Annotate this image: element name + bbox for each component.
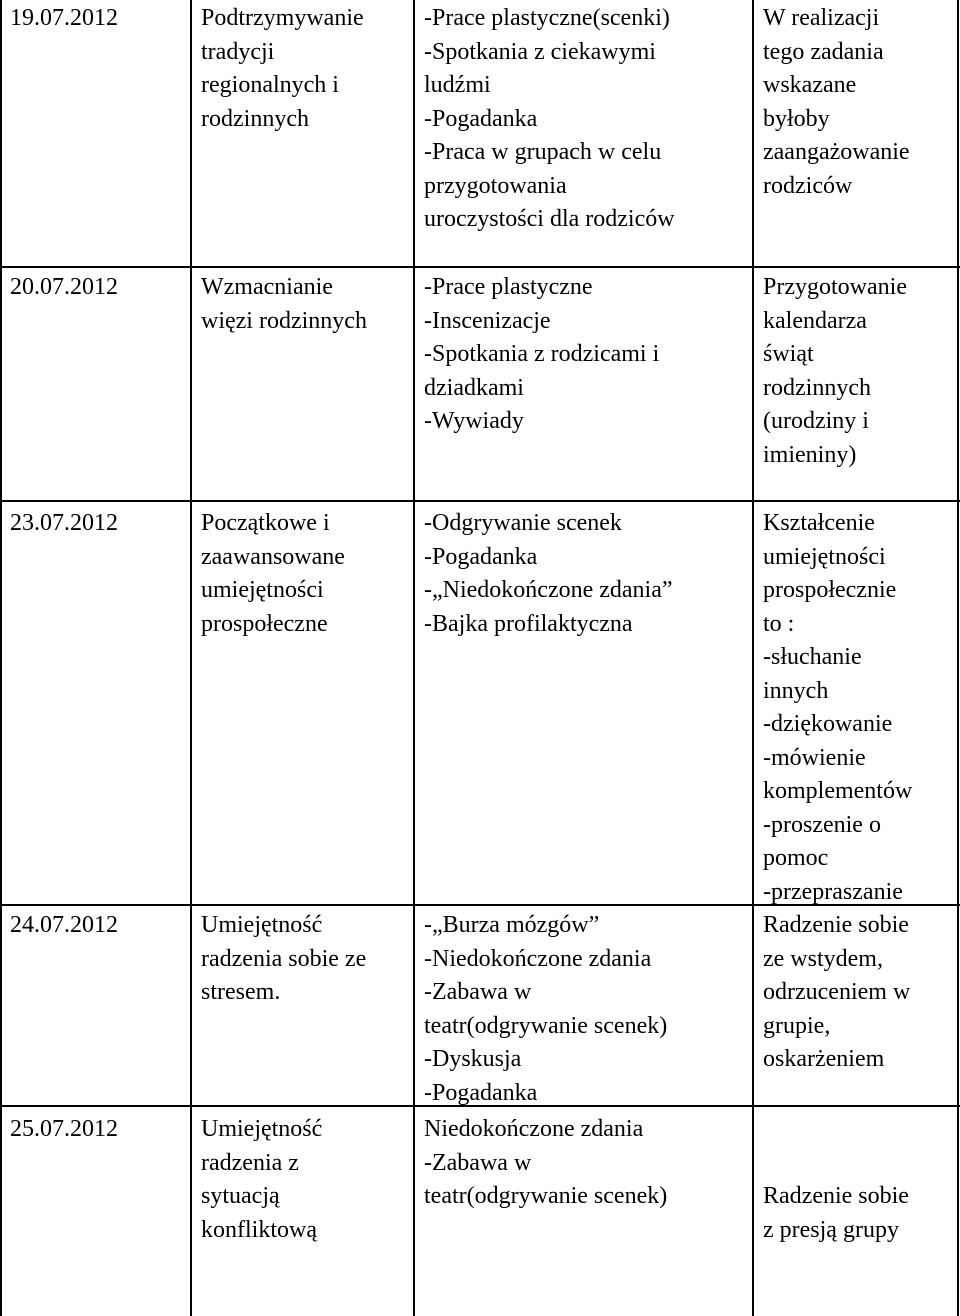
topic-cell — [201, 271, 367, 338]
method-line: -Dyskusja — [424, 1046, 522, 1072]
note-line: kalendarza — [763, 307, 867, 334]
topic-cell — [201, 909, 366, 1010]
topic-cell — [201, 1113, 322, 1247]
note-line: świąt — [763, 341, 814, 367]
topic-line: Podtrzymywanie — [201, 5, 364, 31]
table-row — [0, 268, 960, 500]
method-line: -„Burza mózgów” — [424, 912, 600, 938]
method-line: -Spotkania z ciekawymi — [424, 38, 656, 65]
notes-cell — [763, 909, 910, 1077]
method-line: dziadkami — [424, 374, 524, 401]
note-line: Przygotowanie — [763, 274, 907, 300]
date-cell — [10, 507, 118, 541]
method-line: teatr(odgrywanie scenek) — [424, 1183, 668, 1209]
method-line: -Praca w grupach w celu — [424, 139, 662, 165]
topic-line: Umiejętność — [201, 912, 323, 938]
method-line: przygotowania — [424, 172, 567, 199]
note-line: (urodziny i — [763, 408, 869, 434]
note-line: komplementów — [763, 778, 913, 804]
date-cell — [10, 1113, 118, 1147]
topic-cell — [201, 2, 364, 136]
topic-line: umiejętności — [201, 577, 324, 603]
note-line: Radzenie sobie — [763, 1183, 909, 1209]
topic-cell — [201, 507, 345, 641]
table-row — [0, 1107, 960, 1316]
topic-line: sytuacją — [201, 1183, 280, 1209]
method-line: -Odgrywanie scenek — [424, 510, 622, 536]
methods-cell — [424, 2, 675, 237]
note-line: innych — [763, 677, 829, 704]
note-line: odrzuceniem w — [763, 979, 911, 1005]
methods-cell — [424, 1113, 667, 1214]
method-line: -Spotkania z rodzicami i — [424, 341, 660, 367]
topic-line: więzi rodzinnych — [201, 307, 367, 334]
note-line: -proszenie o — [763, 811, 881, 838]
note-line: byłoby — [763, 105, 830, 132]
date-text: 23.07.2012 — [10, 510, 118, 536]
date-text: 25.07.2012 — [10, 1116, 118, 1142]
note-line: oskarżeniem — [763, 1046, 885, 1072]
table-row — [0, 906, 960, 1105]
note-line: -dziękowanie — [763, 711, 893, 737]
note-line: rodzinnych — [763, 374, 871, 401]
note-line: grupie, — [763, 1012, 831, 1039]
note-line: imieniny) — [763, 441, 857, 468]
date-text: 20.07.2012 — [10, 274, 118, 300]
note-line: wskazane — [763, 72, 857, 98]
note-line: zaangażowanie — [763, 139, 910, 165]
topic-line: radzenia sobie ze — [201, 945, 367, 972]
notes-cell — [763, 2, 910, 203]
method-line: -Wywiady — [424, 408, 524, 434]
table-row — [0, 0, 960, 266]
date-cell — [10, 271, 118, 305]
method-line: -Zabawa w — [424, 1149, 532, 1176]
topic-line: stresem. — [201, 979, 281, 1005]
method-line: uroczystości dla rodziców — [424, 206, 675, 232]
methods-cell — [424, 507, 673, 641]
topic-line: rodzinnych — [201, 105, 309, 132]
table-row — [0, 502, 960, 904]
note-line: -mówienie — [763, 744, 866, 771]
method-line: -Niedokończone zdania — [424, 945, 652, 972]
notes-cell — [763, 1180, 909, 1247]
method-line: Niedokończone zdania — [424, 1116, 644, 1142]
note-line: -słuchanie — [763, 644, 862, 670]
topic-line: Wzmacnianie — [201, 274, 333, 300]
methods-cell — [424, 271, 659, 439]
topic-line: zaawansowane — [201, 543, 345, 570]
note-line: prospołecznie — [763, 577, 897, 603]
date-text: 24.07.2012 — [10, 912, 118, 938]
method-line: -Pogadanka — [424, 105, 538, 132]
method-line: -Pogadanka — [424, 543, 538, 570]
note-line: Kształcenie — [763, 510, 875, 536]
method-line: -Bajka profilaktyczna — [424, 610, 633, 637]
notes-cell — [763, 271, 907, 472]
topic-line: Umiejętność — [201, 1116, 323, 1142]
method-line: -Zabawa w — [424, 979, 532, 1005]
date-text: 19.07.2012 — [10, 5, 118, 31]
note-line: W realizacji — [763, 5, 880, 31]
note-line: umiejętności — [763, 543, 886, 570]
date-cell — [10, 2, 118, 36]
method-line: ludźmi — [424, 72, 491, 98]
topic-line: regionalnych i — [201, 72, 339, 98]
topic-line: tradycji — [201, 38, 275, 65]
method-line: -Prace plastyczne(scenki) — [424, 5, 670, 31]
note-line: tego zadania — [763, 38, 884, 65]
note-line: to : — [763, 610, 795, 637]
methods-cell — [424, 909, 667, 1110]
method-line: -„Niedokończone zdania” — [424, 577, 673, 603]
note-line: Radzenie sobie — [763, 912, 909, 938]
date-cell — [10, 909, 118, 943]
note-line: pomoc — [763, 845, 829, 871]
notes-cell — [763, 507, 912, 909]
topic-line: konfliktową — [201, 1216, 317, 1243]
method-line: teatr(odgrywanie scenek) — [424, 1012, 668, 1039]
note-line: -przepraszanie — [763, 878, 903, 905]
note-line: rodziców — [763, 172, 853, 199]
note-line: ze wstydem, — [763, 945, 883, 972]
method-line: -Inscenizacje — [424, 307, 551, 334]
note-line: z presją grupy — [763, 1216, 899, 1243]
method-line: -Prace plastyczne — [424, 274, 593, 300]
topic-line: radzenia z — [201, 1149, 299, 1176]
method-line: -Pogadanka — [424, 1079, 538, 1106]
topic-line: prospołeczne — [201, 610, 328, 637]
topic-line: Początkowe i — [201, 510, 330, 536]
